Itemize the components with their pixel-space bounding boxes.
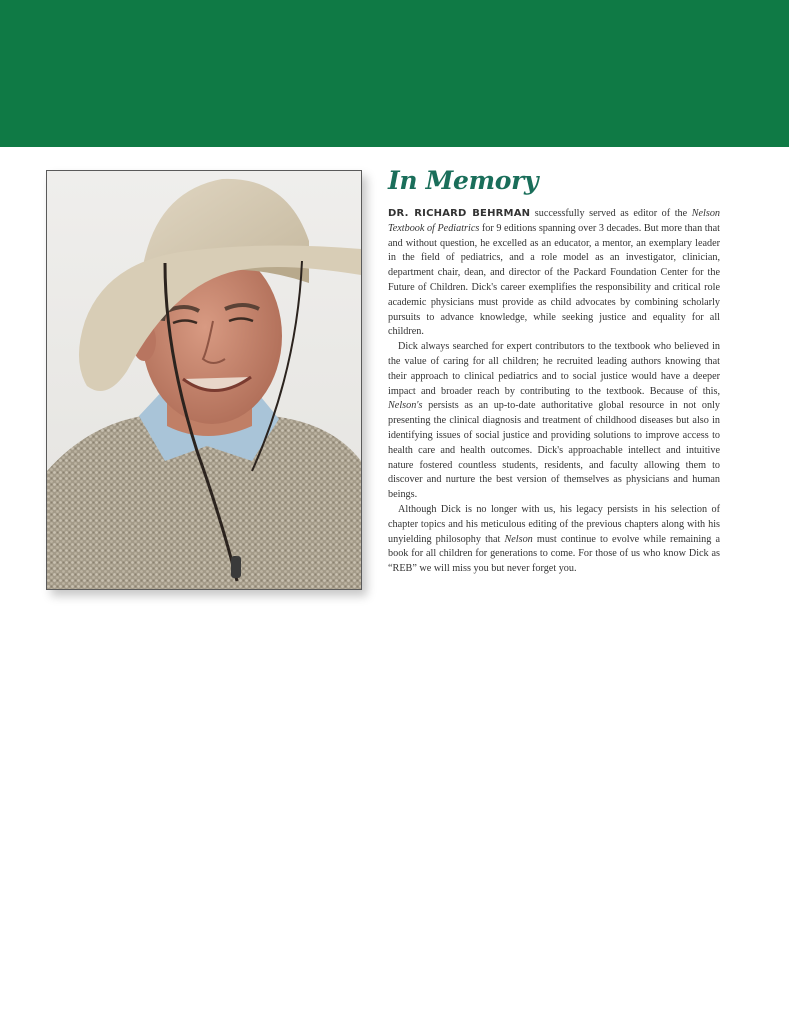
paragraph-3 <box>388 503 720 577</box>
text-run: must continue to evolve while remaining a book for all children for generations to come. For those of us who know Dick as “REB” we will miss you but never forget you. <box>388 533 720 575</box>
header-band <box>0 0 789 147</box>
book-title: Nelson Textbook of Pediatrics <box>388 208 721 234</box>
book-reference: Nelson's <box>388 400 423 412</box>
memorial-text <box>388 207 720 577</box>
page-title: In Memory <box>388 166 539 195</box>
paragraph-1 <box>388 207 720 340</box>
text-run: Although Dick is no longer with us, his legacy persists in his selection of chapter topics and his meticulous editing of the previous chapters along with his unyielding philosophy that <box>388 503 720 545</box>
text-run: Dick always searched for expert contributors to the textbook who believed in the value of caring for all children; he recruited leading authors knowing that their approach to clinical pediatrics and to social justice would have a deeper impact and broader reach by contributing to the textbook. Because of this, <box>388 341 720 397</box>
text-run: for 9 editions spanning over 3 decades. But more than that and without question, he excelled as an educator, a mentor, an exemplary leader in the field of pediatrics, and a role model as an investigator, clinician, department chair, dean, and director of the Packard Foundation Center for the Future of Children. Dick's career exemplifies the responsibility and critical role academic physicians must provide as child advocates by combining scholarly pursuits to advance knowledge, while seeking justice and equality for all children. <box>388 222 720 338</box>
book-reference: Nelson <box>504 533 533 545</box>
text-run: persists as an up-to-date authoritative global resource in not only presenting the clinical diagnosis and treatment of childhood diseases but also in identifying issues of social justice and providing solutions to improve access to health care and health outcomes. Dick's approachable intellect and intuitive nature fostered countless students, residents, and faculty allowing them to discover and nurture the best version of themselves as physicians and human beings. <box>388 400 720 501</box>
text-run: successfully served as editor of the <box>530 208 692 219</box>
portrait-photo <box>46 170 362 590</box>
honoree-name: DR. RICHARD BEHRMAN <box>388 208 531 219</box>
paragraph-2 <box>388 340 720 503</box>
portrait-illustration <box>47 171 361 589</box>
